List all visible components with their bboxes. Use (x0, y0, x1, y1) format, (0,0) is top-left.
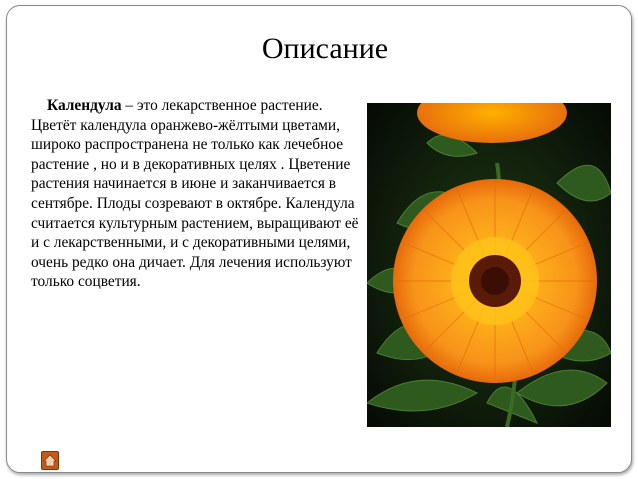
calendula-flower-image (367, 103, 611, 427)
slide-title: Описание (261, 32, 389, 65)
calendula-photo (367, 103, 611, 427)
description-term: Календула (47, 97, 122, 114)
slide-frame (6, 5, 632, 473)
description-text (31, 96, 361, 292)
description-body: – это лекарственное растение. Цветёт календула оранжево-жёлтыми цветами, широко распространена не только как лечебное растение , но и в декоративных целях . Цветение растения начинается в июне и заканчивается в сентябре. Плоды созревают в октябре. Календула считается культурным растением, выращивают её и с лекарственными, и с декоративными целями, очень редко она дичает. Для лечения используют только соцветия. (31, 97, 359, 291)
home-button[interactable] (41, 451, 59, 470)
home-icon (42, 452, 58, 469)
